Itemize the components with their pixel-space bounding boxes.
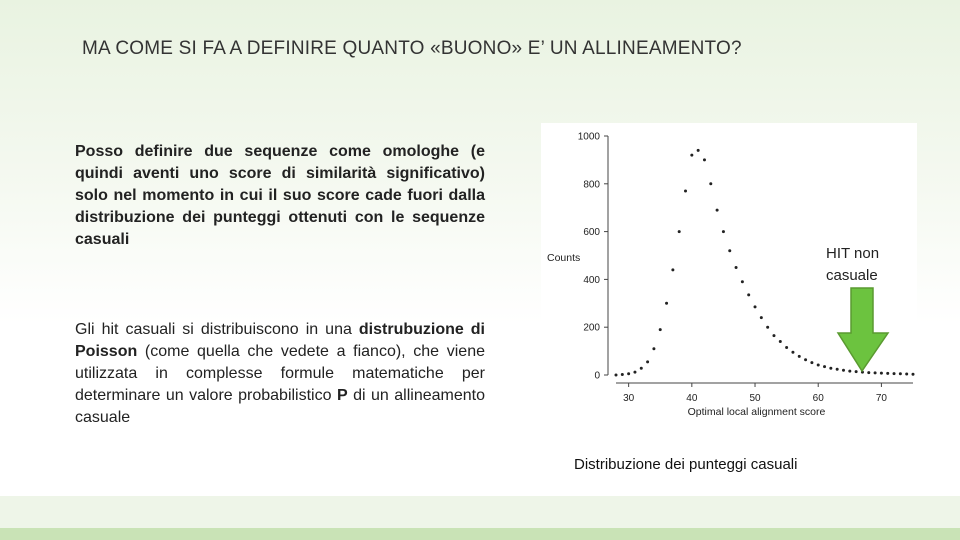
data-point (684, 189, 687, 192)
data-point (760, 316, 763, 319)
data-point (646, 360, 649, 363)
data-point (678, 230, 681, 233)
data-point (791, 351, 794, 354)
y-tick-label: 600 (583, 227, 600, 239)
poisson-term: distrubuzione di Poisson (75, 321, 486, 360)
y-tick-label: 0 (594, 370, 600, 382)
data-point (912, 373, 915, 376)
data-point (665, 302, 668, 305)
data-point (728, 249, 731, 252)
x-tick-label: 30 (623, 393, 635, 404)
data-point (697, 149, 700, 152)
data-point (652, 347, 655, 350)
x-tick-label: 50 (749, 393, 761, 404)
data-point (804, 358, 807, 361)
chart-caption: Distribuzione dei punteggi casuali (574, 456, 798, 473)
data-point (785, 346, 788, 349)
footer-band (0, 496, 960, 528)
data-point (690, 154, 693, 157)
data-point (823, 365, 826, 368)
paragraph-poisson (75, 319, 485, 429)
y-tick-label: 400 (583, 274, 600, 286)
x-tick-label: 60 (812, 393, 824, 404)
data-point (754, 305, 757, 308)
paragraph-definition: Posso definire due sequenze come omologhe (e quindi aventi uno score di similarità significativo) solo nel momento in cui il suo score cade fuori dalla distribuzione dei punteggi ottenuti con le sequenze casuali (75, 143, 485, 248)
data-point (735, 266, 738, 269)
paragraph-poisson-part2: (come quella che vedete a fianco), che viene utilizzata in complesse formule matematiche per determinare un valore probabilistico (75, 343, 485, 404)
data-point (741, 280, 744, 283)
data-point (905, 373, 908, 376)
data-point (829, 367, 832, 370)
data-point (716, 209, 719, 212)
data-point (766, 326, 769, 329)
footer-stripe (0, 528, 960, 540)
data-point (747, 293, 750, 296)
x-axis-label: Optimal local alignment score (687, 406, 826, 418)
y-tick-label: 1000 (577, 131, 600, 143)
data-point (633, 371, 636, 374)
data-point (671, 268, 674, 271)
data-point (772, 334, 775, 337)
y-axis-label: Counts (547, 252, 581, 264)
data-point (615, 374, 618, 377)
down-arrow-icon (836, 287, 890, 373)
data-point (703, 158, 706, 161)
data-point (810, 361, 813, 364)
x-tick-label: 40 (686, 393, 698, 404)
data-point (899, 372, 902, 375)
data-point (817, 363, 820, 366)
data-point (798, 355, 801, 358)
y-tick-label: 200 (583, 322, 600, 334)
p-value-term: P (336, 387, 348, 404)
hit-label: HIT non casuale (826, 245, 880, 284)
paragraph-poisson-part1: Gli hit casuali si distribuiscono in una (75, 321, 359, 338)
x-tick-label: 70 (875, 393, 887, 404)
data-point (659, 328, 662, 331)
data-point (627, 372, 630, 375)
paragraph-poisson-part3: di un allineamento casuale (75, 387, 485, 426)
data-point (640, 367, 643, 370)
y-tick-label: 800 (583, 179, 600, 191)
data-point (709, 182, 712, 185)
data-point (722, 230, 725, 233)
data-point (779, 340, 782, 343)
data-point (893, 372, 896, 375)
slide-title: MA COME SI FA A DEFINIRE QUANTO «BUONO» E’ UN ALLINEAMENTO? (82, 38, 742, 59)
data-point (621, 373, 624, 376)
